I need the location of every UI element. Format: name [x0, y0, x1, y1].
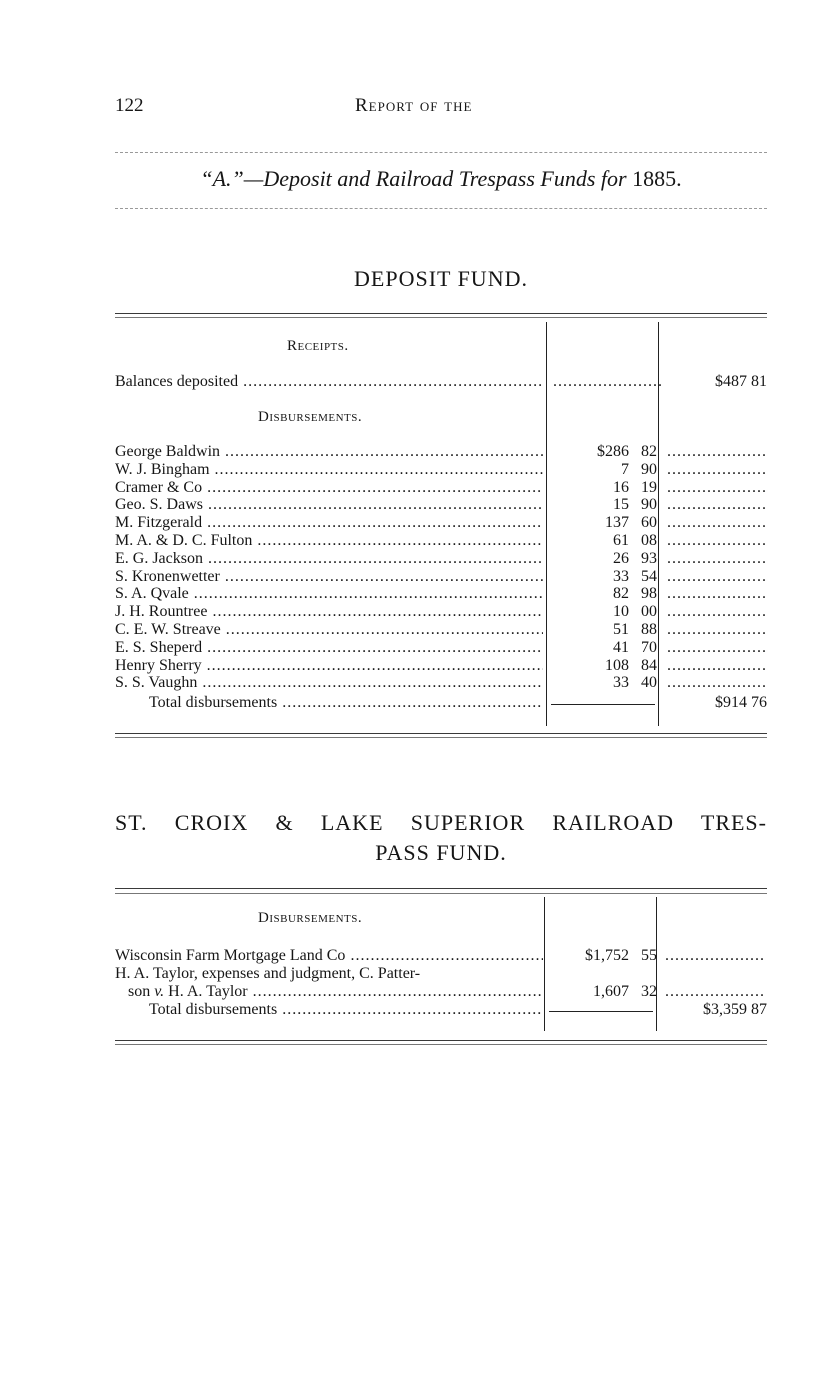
table-row [115, 461, 767, 479]
disbursement-amount [555, 514, 657, 532]
railroad-table-bottom-rule [115, 1040, 767, 1041]
disbursement-amount [555, 568, 657, 586]
disbursement-cents: 98 [641, 585, 657, 603]
disbursement-payee: J. H. Rountree ..... [115, 603, 543, 621]
deposit-fund-title: DEPOSIT FUND. [354, 266, 528, 291]
subtitle-text: —Deposit and Railroad Trespass Funds for [243, 166, 627, 191]
disbursement-payee: S. S. Vaughn ..... [115, 674, 543, 692]
deposit-table-bottom-rule [115, 733, 767, 734]
deposit-table-bottom-rule-2 [115, 737, 767, 738]
disbursement-payee: Geo. S. Daws ..... [115, 496, 543, 514]
disbursement-cents: 84 [641, 656, 657, 674]
disbursement-dollars: 82 [613, 585, 629, 603]
disbursement-cents: 54 [641, 567, 657, 585]
table-row [115, 568, 767, 586]
table-row [115, 621, 767, 639]
railroad-total-row [115, 1001, 767, 1019]
disbursement-cents: 82 [641, 443, 657, 460]
railroad-item2-total-dots [665, 983, 765, 1001]
table-row [115, 674, 767, 692]
disbursement-dollars: 61 [613, 532, 629, 549]
railroad-item2-line2-end: H. A. Taylor [164, 983, 248, 1000]
disbursement-cents: 00 [641, 603, 657, 621]
subtitle-year: 1885. [632, 166, 682, 191]
disbursement-payee: M. A. & D. C. Fulton ..... [115, 532, 543, 550]
railroad-row-taylor [115, 983, 767, 1001]
receipts-amount-dots [553, 373, 661, 391]
receipts-total: $487 81 [715, 373, 767, 390]
railroad-item1-amount [555, 947, 657, 965]
disbursement-payee: S. A. Qvale ..... [115, 585, 543, 603]
railroad-total-label: Total disbursements ..... [149, 1001, 543, 1019]
table-row [115, 532, 767, 550]
disbursement-total-dots [667, 479, 767, 497]
railroad-item1-name: Wisconsin Farm Mortgage Land Co ..... [115, 947, 543, 965]
disbursement-amount [555, 532, 657, 550]
disbursement-payee: Henry Sherry ..... [115, 657, 543, 675]
subtitle-letter: “A.” [200, 166, 244, 191]
disbursement-amount [555, 603, 657, 621]
disbursement-amount [555, 461, 657, 479]
disbursement-total-dots [667, 496, 767, 514]
railroad-total-value: $3,359 87 [703, 1001, 767, 1018]
disbursement-cents: 88 [641, 621, 657, 638]
disbursement-amount [555, 479, 657, 497]
disbursement-total-dots [667, 532, 767, 550]
disbursement-total-dots [667, 550, 767, 568]
disbursement-total-dots [667, 443, 767, 461]
disbursement-total-dots [667, 514, 767, 532]
disbursement-dollars: 33 [613, 567, 629, 585]
railroad-item2-amount [555, 983, 657, 1001]
deposit-sum-rule [551, 704, 655, 705]
disbursement-payee: George Baldwin ..... [115, 443, 543, 461]
disbursement-amount [555, 443, 657, 461]
disbursement-total-dots [667, 461, 767, 479]
disbursement-payee: C. E. W. Streave ..... [115, 621, 543, 639]
railroad-table-top-rule-2 [115, 893, 767, 894]
disbursement-dollars: 15 [613, 496, 629, 514]
disbursement-cents: 60 [641, 514, 657, 532]
disbursement-total-dots [667, 621, 767, 639]
table-row [115, 657, 767, 675]
disbursement-payee: E. S. Sheperd ..... [115, 639, 543, 657]
railroad-disbursements-heading: Disbursements. [258, 910, 363, 926]
disbursement-amount [555, 496, 657, 514]
disbursement-total-dots [667, 603, 767, 621]
table-row [115, 443, 767, 461]
table-row [115, 603, 767, 621]
receipts-row [115, 373, 767, 391]
disbursement-dollars: $286 [597, 443, 629, 460]
disbursement-total-dots [667, 657, 767, 675]
disbursement-amount [555, 550, 657, 568]
disbursement-amount [555, 585, 657, 603]
running-title: Report of the [355, 95, 473, 116]
disbursement-amount [555, 657, 657, 675]
disbursement-cents: 90 [641, 460, 657, 478]
railroad-item2-cents: 32 [641, 983, 657, 1000]
disbursement-total-dots [667, 674, 767, 692]
page-header [115, 95, 767, 125]
disbursements-heading: Disbursements. [258, 409, 363, 425]
deposit-total-label: Total disbursements ..... [149, 694, 543, 712]
railroad-item2-line1: H. A. Taylor, expenses and judgment, C. Patter- [115, 965, 421, 982]
disbursement-total-dots [667, 568, 767, 586]
subtitle-rule [115, 208, 767, 209]
deposit-total-value: $914 76 [715, 694, 767, 711]
railroad-item1-total-dots [665, 947, 765, 965]
table-row [115, 479, 767, 497]
receipts-label: Balances deposited ..... [115, 373, 543, 391]
railroad-item1-dollars: $1,752 [585, 947, 629, 964]
disbursement-amount [555, 621, 657, 639]
disbursement-dollars: 51 [613, 621, 629, 638]
disbursement-total-dots [667, 639, 767, 657]
railroad-fund-title-line1: ST. CROIX & LAKE SUPERIOR RAILROAD TRES- [115, 810, 767, 835]
disbursement-payee: Cramer & Co ..... [115, 479, 543, 497]
disbursement-cents: 08 [641, 532, 657, 549]
deposit-total-row [115, 694, 767, 712]
railroad-row-wisconsin [115, 947, 767, 965]
deposit-table-top-rule [115, 313, 767, 314]
page-number: 122 [115, 95, 144, 116]
disbursement-payee: S. Kronenwetter ..... [115, 568, 543, 586]
table-row [115, 550, 767, 568]
railroad-table-top-rule [115, 888, 767, 889]
deposit-table-top-rule-2 [115, 317, 767, 318]
railroad-table-bottom-rule-2 [115, 1044, 767, 1045]
disbursement-dollars: 137 [605, 514, 629, 532]
disbursement-cents: 93 [641, 549, 657, 567]
disbursement-cents: 70 [641, 638, 657, 656]
disbursement-dollars: 10 [613, 603, 629, 621]
table-row [115, 639, 767, 657]
table-row [115, 496, 767, 514]
table-row [115, 585, 767, 603]
disbursement-dollars: 7 [621, 460, 629, 478]
disbursement-dollars: 33 [613, 674, 629, 692]
disbursement-amount [555, 639, 657, 657]
table-row [115, 514, 767, 532]
receipts-heading: Receipts. [287, 338, 349, 354]
disbursement-dollars: 41 [613, 638, 629, 656]
disbursement-total-dots [667, 585, 767, 603]
disbursement-payee: W. J. Bingham ..... [115, 461, 543, 479]
railroad-item2-line2-italic: v. [154, 983, 165, 1000]
railroad-item2-line2-start: son [128, 983, 155, 1000]
disbursement-dollars: 16 [613, 478, 629, 496]
document-subtitle [115, 166, 767, 192]
railroad-item1-cents: 55 [641, 947, 657, 964]
railroad-fund-title-line2: PASS FUND. [375, 840, 507, 865]
railroad-sum-rule [549, 1011, 653, 1012]
disbursement-payee: M. Fitzgerald ..... [115, 514, 543, 532]
disbursement-dollars: 108 [605, 656, 629, 674]
disbursement-payee: E. G. Jackson ..... [115, 550, 543, 568]
disbursement-cents: 40 [641, 674, 657, 692]
disbursement-dollars: 26 [613, 549, 629, 567]
header-rule [115, 152, 767, 153]
disbursement-cents: 90 [641, 496, 657, 514]
disbursement-amount [555, 674, 657, 692]
disbursement-cents: 19 [641, 478, 657, 496]
railroad-item2-dollars: 1,607 [593, 983, 629, 1000]
